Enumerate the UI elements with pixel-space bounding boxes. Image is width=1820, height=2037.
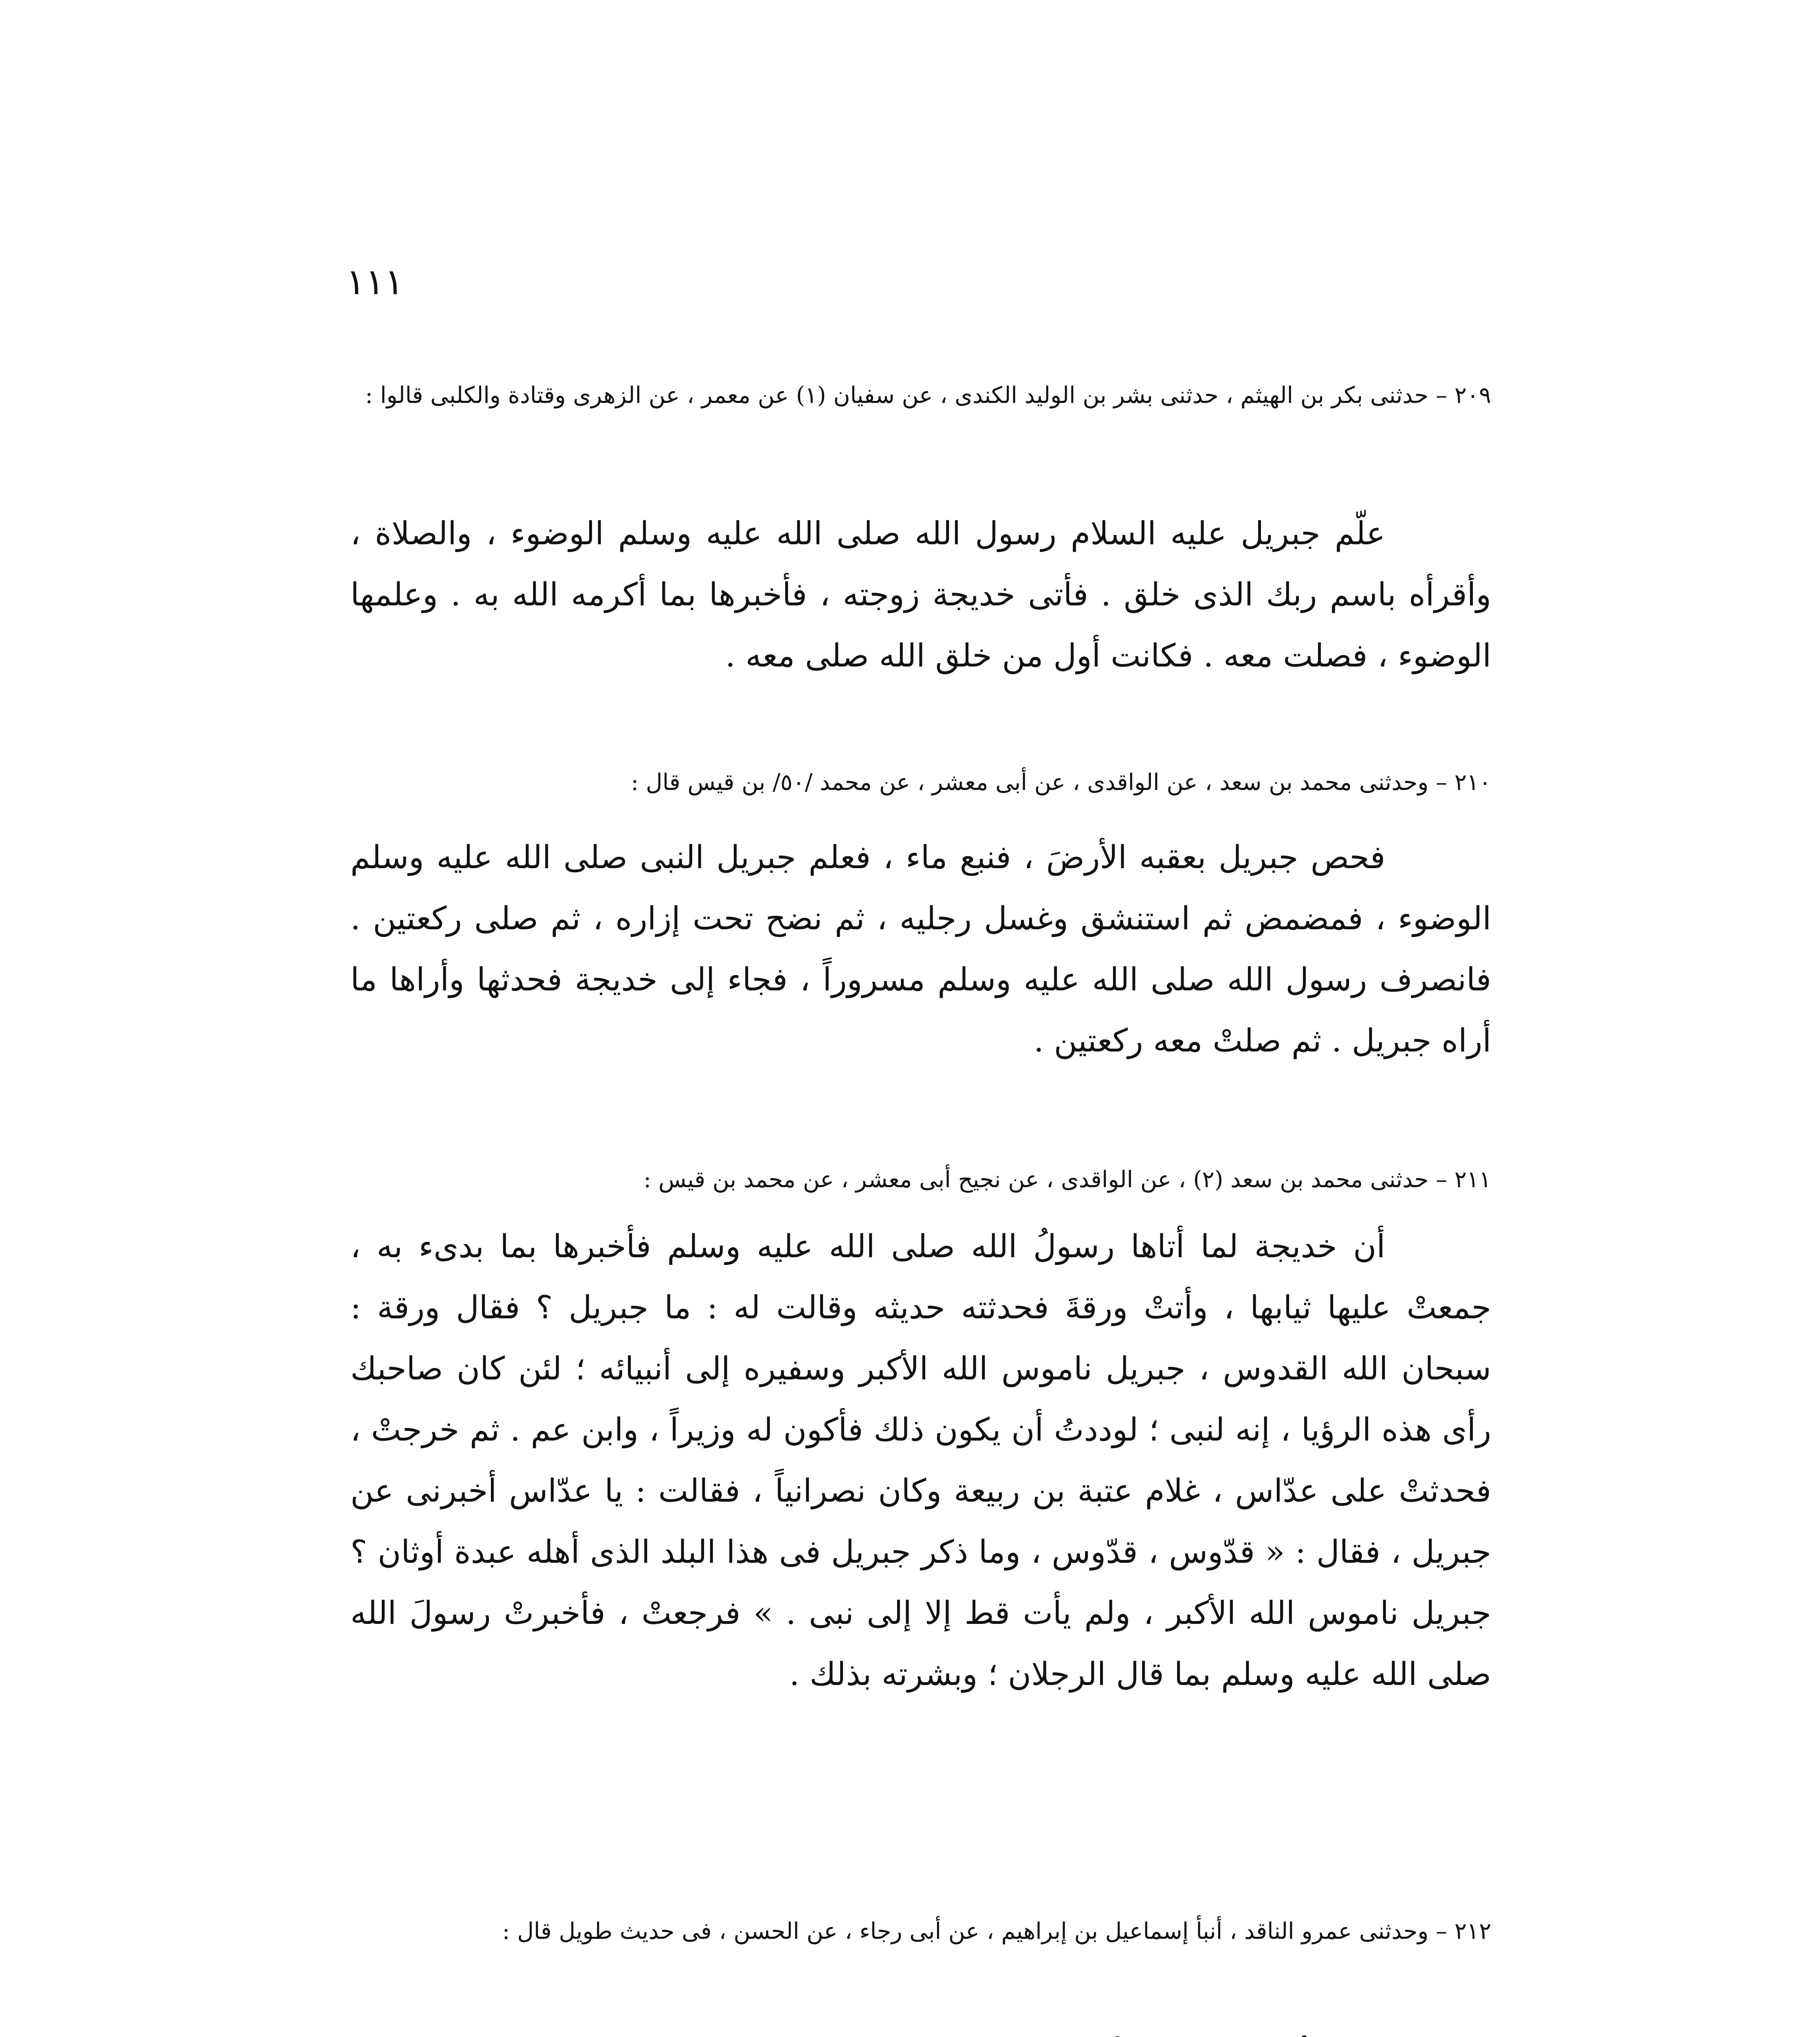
- matn-209: علّم جبريل عليه السلام رسول الله صلى الله عليه وسلم الوضوء ، والصلاة ، وأقرأه باسم ربك الذى خلق . فأتى خديجة زوجته ، فأخبرها بما أكرمه الله به . وعلمها الوضوء ، فصلت معه . فكانت أول من خلق الله صلى معه .: [350, 515, 1491, 674]
- matn-210: فحص جبريل بعقبه الأرضَ ، فنبع ماء ، فعلم جبريل النبى صلى الله عليه وسلم الوضوء ، فمضمض ثم استنشق وغسل رجليه ، ثم نضح تحت إزاره ، ثم صلى ركعتين . فانصرف رسول الله صلى الله عليه وسلم مسروراً ، فجاء إلى خديجة فحدثها وأراها ما أراه جبريل . ثم صلتْ معه ركعتين .: [350, 839, 1491, 1059]
- isnad-212: ٢١٢ – وحدثنى عمرو الناقد ، أنبأ إسماعيل بن إبراهيم ، عن أبى رجاء ، عن الحسن ، فى حديث طويل قال :: [502, 1918, 1491, 1945]
- isnad-211: ٢١١ – حدثنى محمد بن سعد (٢) ، عن الواقدى ، عن نجيح أبى معشر ، عن محمد بن قيس :: [643, 1166, 1491, 1193]
- page-number: ١١١: [346, 261, 404, 303]
- matn-211: أن خديجة لما أتاها رسولُ الله صلى الله عليه وسلم فأخبرها بما بدىء به ، جمعتْ عليها ثيابها ، وأتتْ ورقةَ فحدثته حديثه وقالت له : ما جبريل ؟ فقال ورقة : سبحان الله القدوس ، جبريل ناموس الله الأكبر وسفيره إلى أنبيائه ؛ لئن كان صاحبك رأى هذه الرؤيا ، إنه لنبى ؛ لوددتُ أن يكون ذلك فأكون له وزيراً ، وابن عم . ثم خرجتْ ، فحدثتْ على عدّاس ، غلام عتبة بن ربيعة وكان نصرانياً ، فقالت : يا عدّاس أخبرنى عن جبريل ، فقال : « قدّوس ، قدّوس ، وما ذكر جبريل فى هذا البلد الذى أهله عبدة أوثان ؟ جبريل ناموس الله الأكبر ، ولم يأت قط إلا إلى نبى . » فرجعتْ ، فأخبرتْ رسولَ الله صلى الله عليه وسلم بما قال الرجلان ؛ وبشرته بذلك .: [350, 1228, 1491, 1693]
- isnad-210: ٢١٠ – وحدثنى محمد بن سعد ، عن الواقدى ، عن أبى معشر ، عن محمد /٥٠/ بن قيس قال :: [631, 769, 1491, 796]
- matn-212: [350, 2027, 1491, 2037]
- isnad-209: ٢٠٩ – حدثنى بكر بن الهيثم ، حدثنى بشر بن الوليد الكندى ، عن سفيان (١) عن معمر ، عن الزهرى وقتادة والكلبى قالوا :: [365, 382, 1491, 409]
